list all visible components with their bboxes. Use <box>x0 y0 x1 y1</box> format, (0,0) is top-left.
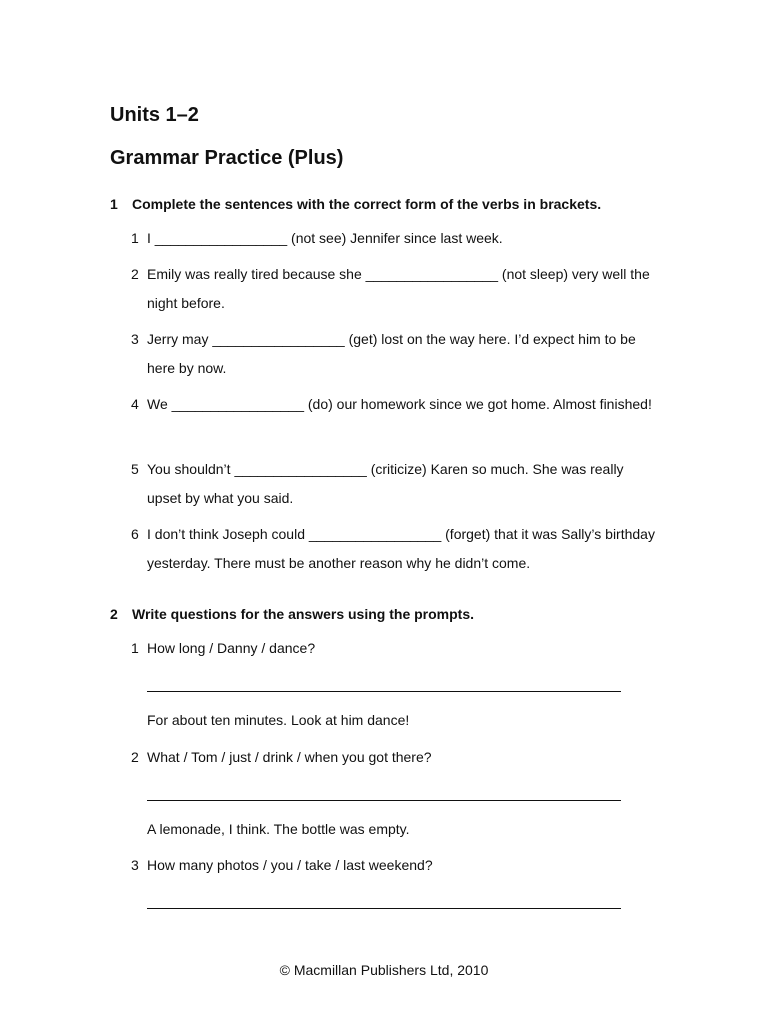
exercise-1-item-3 <box>131 325 661 383</box>
item-prompt: How many photos / you / take / last weekend? <box>147 857 433 873</box>
exercise-1-item-1 <box>131 224 661 253</box>
exercise-number: 1 <box>110 196 118 212</box>
answer-text: A lemonade, I think. The bottle was empty. <box>147 821 410 837</box>
exercise-2-item-3 <box>131 851 661 880</box>
item-prompt: How long / Danny / dance? <box>147 640 316 656</box>
item-number: 5 <box>131 461 139 477</box>
item-number: 1 <box>131 640 139 656</box>
exercise-2-item-2 <box>131 743 661 772</box>
exercise-instruction: Complete the sentences with the correct form of the verbs in brackets. <box>132 196 602 212</box>
exercise-instruction: Write questions for the answers using the prompts. <box>132 606 475 622</box>
item-text: We _________________ (do) our homework since we got home. Almost finished! <box>147 396 652 412</box>
answer-line[interactable] <box>147 691 621 692</box>
item-text: You shouldn’t _________________ (criticize) Karen so much. She was really upset by what you said. <box>147 461 624 506</box>
item-number: 2 <box>131 266 139 282</box>
exercise-2-heading <box>110 606 474 622</box>
item-text: I don’t think Joseph could _________________ (forget) that it was Sally’s birthday yesterday. There must be another reason why he didn’t come. <box>147 526 655 571</box>
answer-line[interactable] <box>147 800 621 801</box>
exercise-1-item-5 <box>131 455 661 513</box>
item-number: 4 <box>131 396 139 412</box>
item-number: 3 <box>131 331 139 347</box>
item-number: 6 <box>131 526 139 542</box>
item-text: Jerry may _________________ (get) lost on the way here. I’d expect him to be here by now. <box>147 331 636 376</box>
exercise-1-item-4 <box>131 390 661 419</box>
answer-text: For about ten minutes. Look at him dance! <box>147 712 410 728</box>
page-title: Units 1–2 <box>110 104 199 126</box>
exercise-1-item-2 <box>131 260 661 318</box>
item-number: 1 <box>131 230 139 246</box>
item-text: Emily was really tired because she _________________ (not sleep) very well the night before. <box>147 266 650 311</box>
item-number: 3 <box>131 857 139 873</box>
copyright-footer: © Macmillan Publishers Ltd, 2010 <box>279 962 489 978</box>
exercise-2-item-1 <box>131 634 661 663</box>
exercise-number: 2 <box>110 606 118 622</box>
item-prompt: What / Tom / just / drink / when you got there? <box>147 749 432 765</box>
exercise-1-item-6 <box>131 520 661 578</box>
page-subtitle: Grammar Practice (Plus) <box>110 147 344 169</box>
item-text: I _________________ (not see) Jennifer since last week. <box>147 230 503 246</box>
exercise-1-heading <box>110 196 601 212</box>
answer-line[interactable] <box>147 908 621 909</box>
item-number: 2 <box>131 749 139 765</box>
